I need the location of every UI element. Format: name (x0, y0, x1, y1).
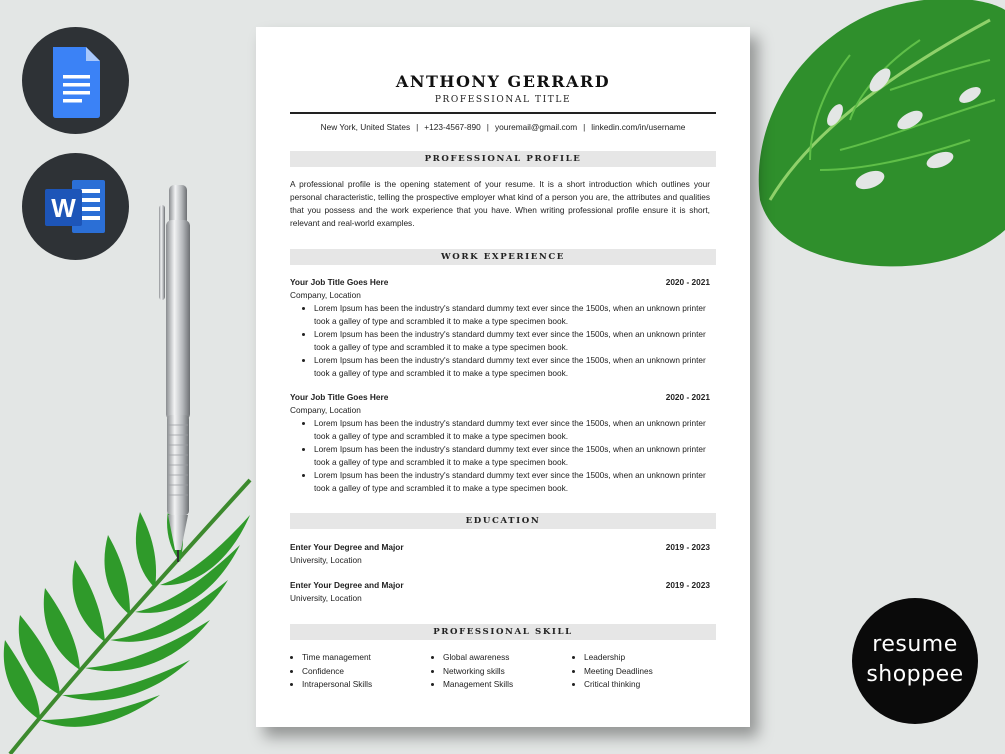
job-title: Your Job Title Goes Here (290, 277, 389, 287)
job-company: Company, Location (290, 290, 361, 300)
skill-item: • Management Skills (443, 678, 513, 692)
skill-item: • Global awareness (443, 651, 513, 665)
skill-item: • Time management (302, 651, 372, 665)
palm-leaf-decoration (0, 470, 270, 754)
header-divider (290, 112, 716, 114)
degree-dates: 2019 - 2023 (665, 580, 710, 590)
skill-item: • Intrapersonal Skills (302, 678, 372, 692)
contact-phone: +123-4567-890 (424, 122, 481, 132)
job-bullet: • Lorem Ipsum has been the industry's standard dummy text ever since the 1500s, when an unknown printer took a galley of type and scrambled it to make a type specimen book. (314, 302, 710, 328)
job-bullet: • Lorem Ipsum has been the industry's standard dummy text ever since the 1500s, when an unknown printer took a galley of type and scrambled it to make a type specimen book. (314, 469, 710, 495)
microsoft-word-icon (22, 153, 129, 260)
contact-separator: | (583, 122, 586, 132)
skill-item: • Critical thinking (584, 678, 653, 692)
job-entry (290, 276, 710, 380)
job-bullet: • Lorem Ipsum has been the industry's standard dummy text ever since the 1500s, when an unknown printer took a galley of type and scrambled it to make a type specimen book. (314, 417, 710, 443)
degree-title: Enter Your Degree and Major (290, 580, 404, 590)
skill-item: • Leadership (584, 651, 653, 665)
school-name: University, Location (290, 593, 362, 603)
job-bullet: • Lorem Ipsum has been the industry's standard dummy text ever since the 1500s, when an unknown printer took a galley of type and scrambled it to make a type specimen book. (314, 443, 710, 469)
job-bullet: • Lorem Ipsum has been the industry's standard dummy text ever since the 1500s, when an unknown printer took a galley of type and scrambled it to make a type specimen book. (314, 354, 710, 380)
profile-text: A professional profile is the opening statement of your resume. It is a short introduction which outlines your personal characteristic, telling the prospective employer what kind of a person you are, the attributes and qualities that you possess and the work experience that you have. When writing professional profile ensure it is short, relevant and real-world examples. (290, 179, 710, 228)
job-dates: 2020 - 2021 (665, 277, 710, 287)
experience-heading: WORK EXPERIENCE (290, 249, 716, 265)
school-name: University, Location (290, 555, 362, 565)
degree-dates: 2019 - 2023 (665, 542, 710, 552)
contact-line (256, 122, 750, 132)
education-entry (290, 579, 710, 605)
job-entry (290, 391, 710, 495)
contact-linkedin: linkedin.com/in/username (591, 122, 686, 132)
brand-line-2: shoppee (866, 662, 964, 687)
skill-item: • Networking skills (443, 665, 513, 679)
resume-page (256, 27, 750, 727)
job-title: Your Job Title Goes Here (290, 392, 389, 402)
job-company: Company, Location (290, 405, 361, 415)
google-docs-icon (22, 27, 129, 134)
profile-heading: PROFESSIONAL PROFILE (290, 151, 716, 167)
microsoft-word-app-icon[interactable] (22, 153, 129, 260)
contact-separator: | (416, 122, 419, 132)
skill-item: • Meeting Deadlines (584, 665, 653, 679)
skills-heading: PROFESSIONAL SKILL (290, 624, 716, 640)
resume-name: ANTHONY GERRARD (395, 72, 611, 91)
google-docs-app-icon[interactable] (22, 27, 129, 134)
contact-location: New York, United States (320, 122, 411, 132)
contact-email: youremail@gmail.com (494, 122, 578, 132)
word-letter: W (51, 193, 76, 223)
resume-professional-title: PROFESSIONAL TITLE (434, 95, 572, 105)
brand-logo (852, 598, 978, 724)
degree-title: Enter Your Degree and Major (290, 542, 404, 552)
pen-decoration (150, 180, 210, 570)
education-entry (290, 541, 710, 567)
contact-separator: | (486, 122, 489, 132)
monstera-leaf-decoration (740, 0, 1005, 275)
job-bullet: • Lorem Ipsum has been the industry's standard dummy text ever since the 1500s, when an unknown printer took a galley of type and scrambled it to make a type specimen book. (314, 328, 710, 354)
brand-line-1: resume (872, 632, 958, 657)
education-heading: EDUCATION (290, 513, 716, 529)
job-dates: 2020 - 2021 (665, 392, 710, 402)
skill-item: • Confidence (302, 665, 372, 679)
